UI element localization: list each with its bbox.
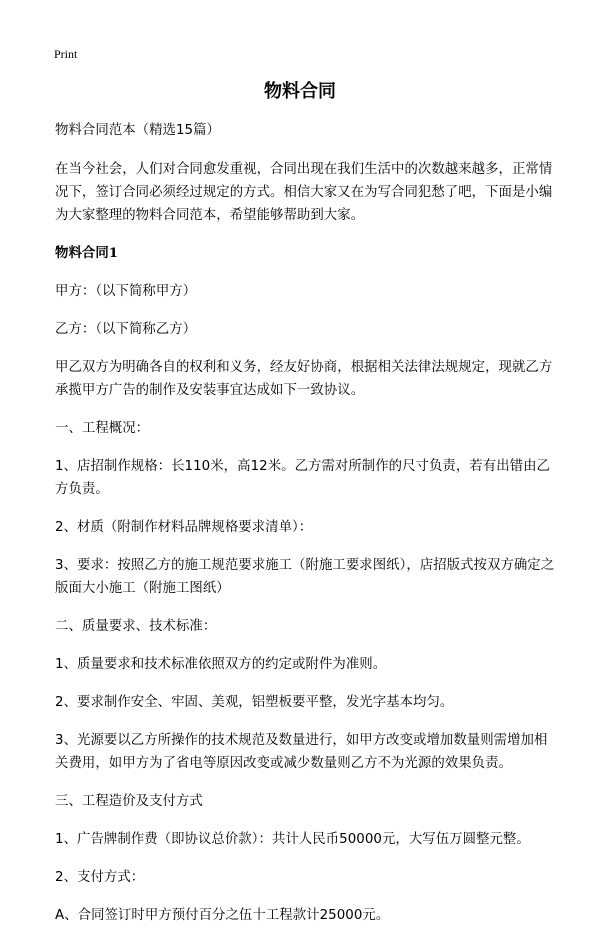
clause-1-3: 3、要求：按照乙方的施工规范要求施工（附施工要求图纸），店招版式按双方确定之版面大小施工（附施工图纸） bbox=[55, 558, 555, 596]
document-body bbox=[55, 119, 555, 942]
subtitle: 物料合同范本（精选15篇） bbox=[55, 123, 220, 138]
clause-3-1: 1、广告牌制作费（即协议总价款）：共计人民币50000元，大写伍万圆整元整。 bbox=[55, 832, 530, 847]
party-b: 乙方：（以下简称乙方） bbox=[55, 322, 197, 337]
clause-2-3: 3、光源要以乙方所操作的技术规范及数量进行，如甲方改变或增加数量则需增加相关费用，如甲方为了省电等原因改变或减少数量则乙方不为光源的效果负责。 bbox=[55, 733, 548, 771]
clause-3-a: A、合同签订时甲方预付百分之伍十工程款计25000元。 bbox=[55, 908, 390, 923]
part1-heading: 一、工程概况： bbox=[55, 421, 150, 436]
clause-1-1: 1、店招制作规格：长110米，高12米。乙方需对所制作的尺寸负责，若有出错由乙方负责。 bbox=[55, 459, 550, 497]
document-title: 物料合同 bbox=[264, 81, 336, 102]
party-a: 甲方：（以下简称甲方） bbox=[55, 284, 197, 299]
part3-heading: 三、工程造价及支付方式 bbox=[55, 794, 203, 809]
clause-3-2: 2、支付方式： bbox=[55, 870, 145, 885]
section-heading: 物料合同1 bbox=[55, 245, 119, 261]
clause-2-2: 2、要求制作安全、牢固、美观，铝塑板要平整，发光字基本均匀。 bbox=[55, 695, 454, 710]
clause-2-1: 1、质量要求和技术标准依照双方的约定或附件为准则。 bbox=[55, 657, 387, 672]
agreement-paragraph: 甲乙双方为明确各自的权利和义务，经友好协商，根据相关法律法规规定，现就乙方承揽甲方广告的制作及安装事宜达成如下一致协议。 bbox=[55, 360, 553, 398]
part2-heading: 二、质量要求、技术标准： bbox=[55, 619, 217, 634]
print-link[interactable]: Print bbox=[54, 47, 78, 61]
clause-1-2: 2、材质（附制作材料品牌规格要求清单）： bbox=[55, 520, 313, 535]
intro-paragraph: 在当今社会，人们对合同愈发重视，合同出现在我们生活中的次数越来越多，正常情况下，签订合同必须经过规定的方式。相信大家又在为写合同犯愁了吧，下面是小编为大家整理的物料合同范本，希望能够帮助到大家。 bbox=[55, 162, 553, 223]
